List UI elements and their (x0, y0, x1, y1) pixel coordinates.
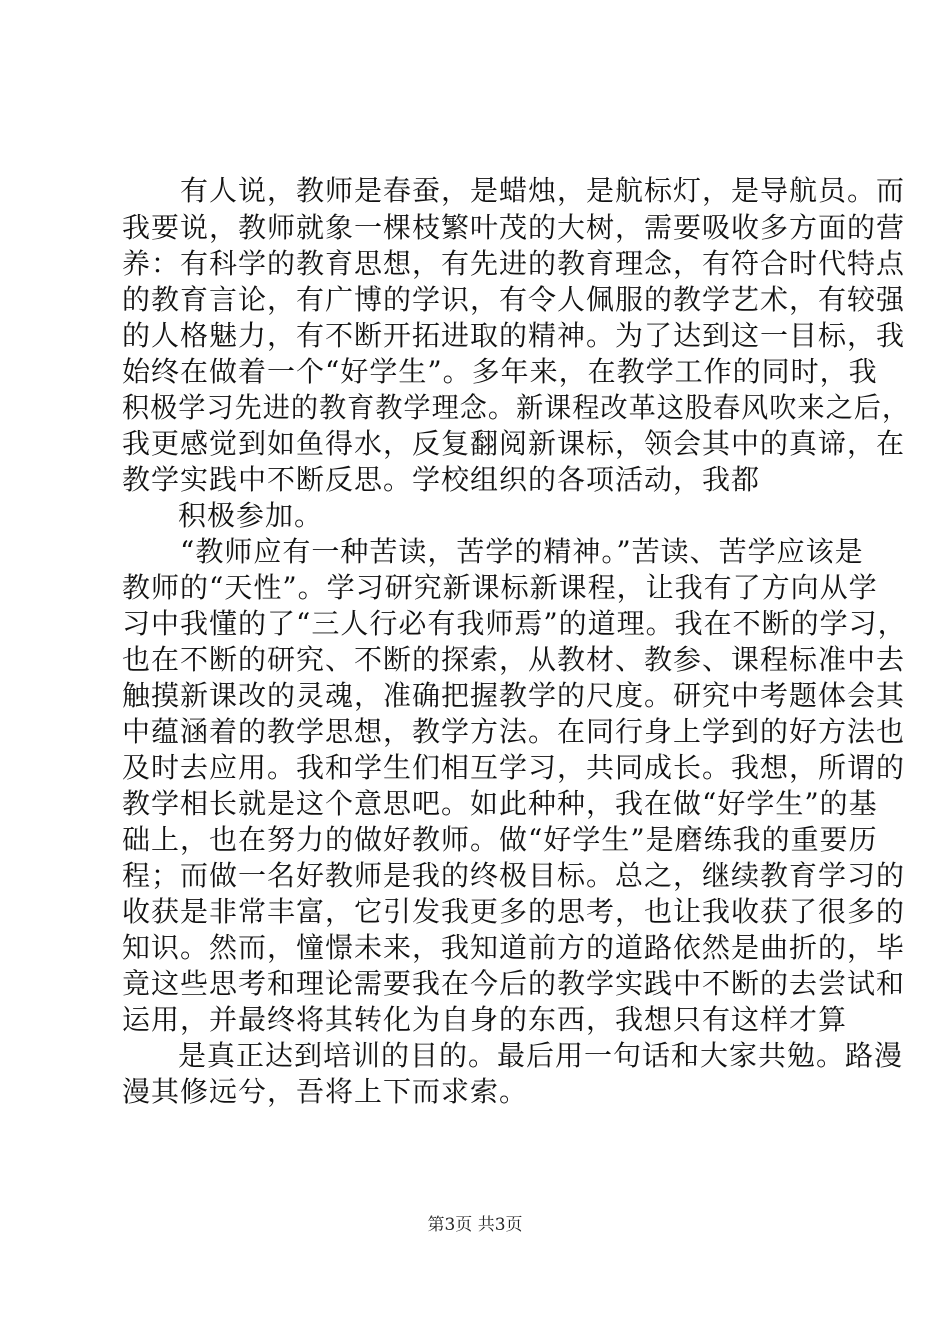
text-line-2: 我要说，教师就象一棵枝繁叶茂的大树，需要吸收多方面的营 (122, 211, 906, 244)
text-line-16: 中蕴涵着的教学思想，教学方法。在同行身上学到的好方法也 (122, 715, 906, 748)
text-line-17: 及时去应用。我和学生们相互学习，共同成长。我想，所谓的 (122, 751, 906, 784)
text-line-3: 养：有科学的教育思想，有先进的教育理念，有符合时代特点 (122, 247, 906, 280)
text-line-20: 程；而做一名好教师是我的终极目标。总之，继续教育学习的 (122, 859, 906, 892)
text-line-10: 积极参加。 (178, 499, 324, 532)
text-line-6: 始终在做着一个“好学生”。多年来，在教学工作的同时，我 (122, 355, 878, 388)
text-line-22: 知识。然而，憧憬未来，我知道前方的道路依然是曲折的，毕 (122, 931, 906, 964)
text-line-12: 教师的“天性”。学习研究新课标新课程，让我有了方向从学 (122, 571, 878, 604)
text-line-4: 的教育言论，有广博的学识，有令人佩服的教学艺术，有较强 (122, 283, 906, 316)
text-line-5: 的人格魅力，有不断开拓进取的精神。为了达到这一目标，我 (122, 319, 906, 352)
text-line-11: “教师应有一种苦读，苦学的精神。”苦读、苦学应该是 (180, 535, 864, 568)
page-footer: 第3页 共3页 (427, 1215, 523, 1235)
text-line-8: 我更感觉到如鱼得水，反复翻阅新课标，领会其中的真谛，在 (122, 427, 906, 460)
text-line-19: 础上，也在努力的做好教师。做“好学生”是磨练我的重要历 (122, 823, 878, 856)
text-line-21: 收获是非常丰富，它引发我更多的思考，也让我收获了很多的 (122, 895, 906, 928)
text-line-15: 触摸新课改的灵魂，准确把握教学的尺度。研究中考题体会其 (122, 679, 906, 712)
text-line-26: 漫其修远兮，吾将上下而求索。 (122, 1075, 529, 1108)
text-line-7: 积极学习先进的教育教学理念。新课程改革这股春风吹来之后， (122, 391, 911, 424)
text-line-13: 习中我懂的了“三人行必有我师焉”的道理。我在不断的学习， (122, 607, 907, 640)
text-line-9: 教学实践中不断反思。学校组织的各项活动，我都 (122, 463, 761, 496)
text-line-14: 也在不断的研究、不断的探索，从教材、教参、课程标准中去 (122, 643, 906, 676)
text-line-24: 运用，并最终将其转化为自身的东西，我想只有这样才算 (122, 1003, 848, 1036)
text-line-18: 教学相长就是这个意思吧。如此种种，我在做“好学生”的基 (122, 787, 878, 820)
text-line-1: 有人说，教师是春蚕，是蜡烛，是航标灯，是导航员。而 (180, 174, 906, 207)
text-line-23: 竟这些思考和理论需要我在今后的教学实践中不断的去尝试和 (122, 967, 906, 1000)
text-line-25: 是真正达到培训的目的。最后用一句话和大家共勉。路漫 (178, 1039, 904, 1072)
